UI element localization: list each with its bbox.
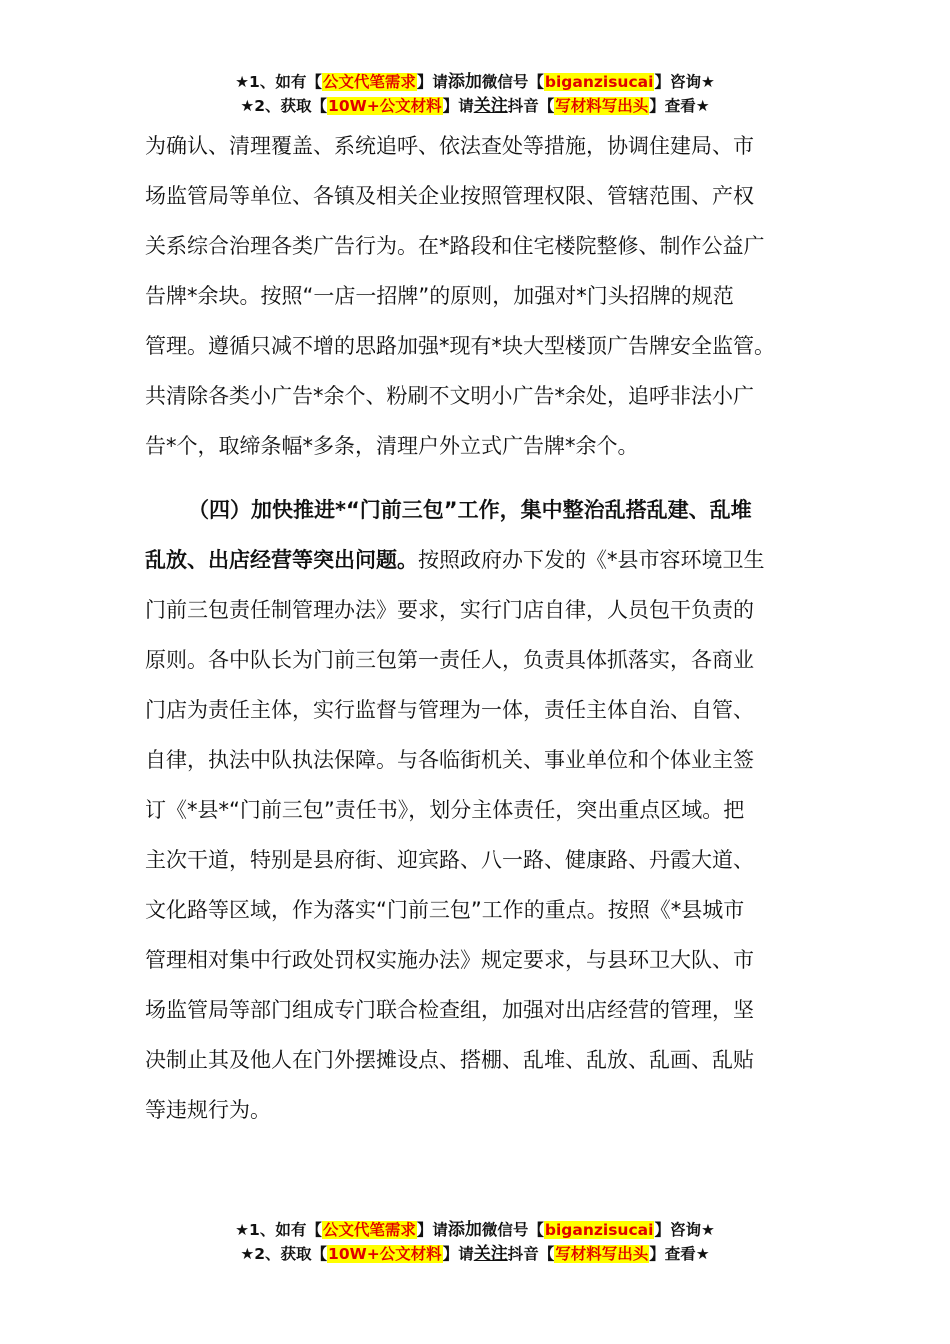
highlight-service: 公文代笔需求 — [322, 73, 416, 91]
promo-banner-bottom — [0, 1218, 950, 1266]
text-line: 等违规行为。 — [145, 1098, 271, 1122]
text-line: 文化路等区域，作为落实“门前三包”工作的重点。按照《*县城市 — [145, 898, 745, 922]
highlight-materials: 10W+公文材料 — [328, 97, 442, 115]
text-line: 共清除各类小广告*余个、粉刷不文明小广告*余处，追呼非法小广 — [145, 384, 754, 408]
text-line: 自律，执法中队执法保障。与各临街机关、事业单位和个体业主签 — [145, 748, 754, 772]
promo-line-2: ★2、获取【10W+公文材料】请关注抖音【写材料写出头】查看★ — [240, 1244, 710, 1264]
text-line: 告牌*余块。按照“一店一招牌”的原则，加强对*门头招牌的规范 — [145, 284, 734, 308]
text-line: 原则。各中队长为门前三包第一责任人，负责具体抓落实，各商业 — [145, 648, 754, 672]
highlight-wechat-id: biganzisucai — [544, 73, 654, 91]
text-line: 订《*县*“门前三包”责任书》，划分主体责任，突出重点区域。把 — [145, 798, 745, 822]
text-line: 告*个，取缔条幅*多条，清理户外立式广告牌*余个。 — [145, 434, 639, 458]
promo-line-1: ★1、如有【公文代笔需求】请添加微信号【biganzisucai】咨询★ — [235, 72, 715, 92]
text-line: 为确认、清理覆盖、系统追呼、依法查处等措施，协调住建局、市 — [145, 134, 754, 158]
text-line: 管理。遵循只减不增的思路加强*现有*块大型楼顶广告牌安全监管。 — [145, 334, 775, 358]
paragraph-2 — [145, 485, 815, 1135]
text-line: 主次干道，特别是县府街、迎宾路、八一路、健康路、丹霞大道、 — [145, 848, 754, 872]
promo-line-2: ★2、获取【10W+公文材料】请关注抖音【写材料写出头】查看★ — [240, 96, 710, 116]
highlight-service: 公文代笔需求 — [322, 1221, 416, 1239]
text-line: 关系综合治理各类广告行为。在*路段和住宅楼院整修、制作公益广 — [145, 234, 765, 258]
paragraph-1 — [145, 121, 815, 471]
text-line: 门店为责任主体，实行监督与管理为一体，责任主体自治、自管、 — [145, 698, 754, 722]
text-line: 门前三包责任制管理办法》要求，实行门店自律，人员包干负责的 — [145, 598, 754, 622]
highlight-wechat-id: biganzisucai — [544, 1221, 654, 1239]
promo-line-1: ★1、如有【公文代笔需求】请添加微信号【biganzisucai】咨询★ — [235, 1220, 715, 1240]
highlight-materials: 10W+公文材料 — [328, 1245, 442, 1263]
section-heading: （四）加快推进*“门前三包”工作，集中整治乱搭乱建、乱堆 — [188, 498, 752, 522]
promo-banner-top — [0, 70, 950, 118]
highlight-douyin: 写材料写出头 — [555, 1245, 649, 1263]
document-body — [145, 121, 815, 1135]
section-heading-continued: 乱放、出店经营等突出问题。 — [145, 548, 418, 572]
text-line: 场监管局等部门组成专门联合检查组，加强对出店经营的管理，坚 — [145, 998, 754, 1022]
text-line: 决制止其及他人在门外摆摊设点、搭棚、乱堆、乱放、乱画、乱贴 — [145, 1048, 754, 1072]
text-line: 乱放、出店经营等突出问题。按照政府办下发的《*县市容环境卫生 — [145, 548, 765, 572]
text-line: 管理相对集中行政处罚权实施办法》规定要求，与县环卫大队、市 — [145, 948, 754, 972]
highlight-douyin: 写材料写出头 — [555, 97, 649, 115]
text-line: 场监管局等单位、各镇及相关企业按照管理权限、管辖范围、产权 — [145, 184, 754, 208]
